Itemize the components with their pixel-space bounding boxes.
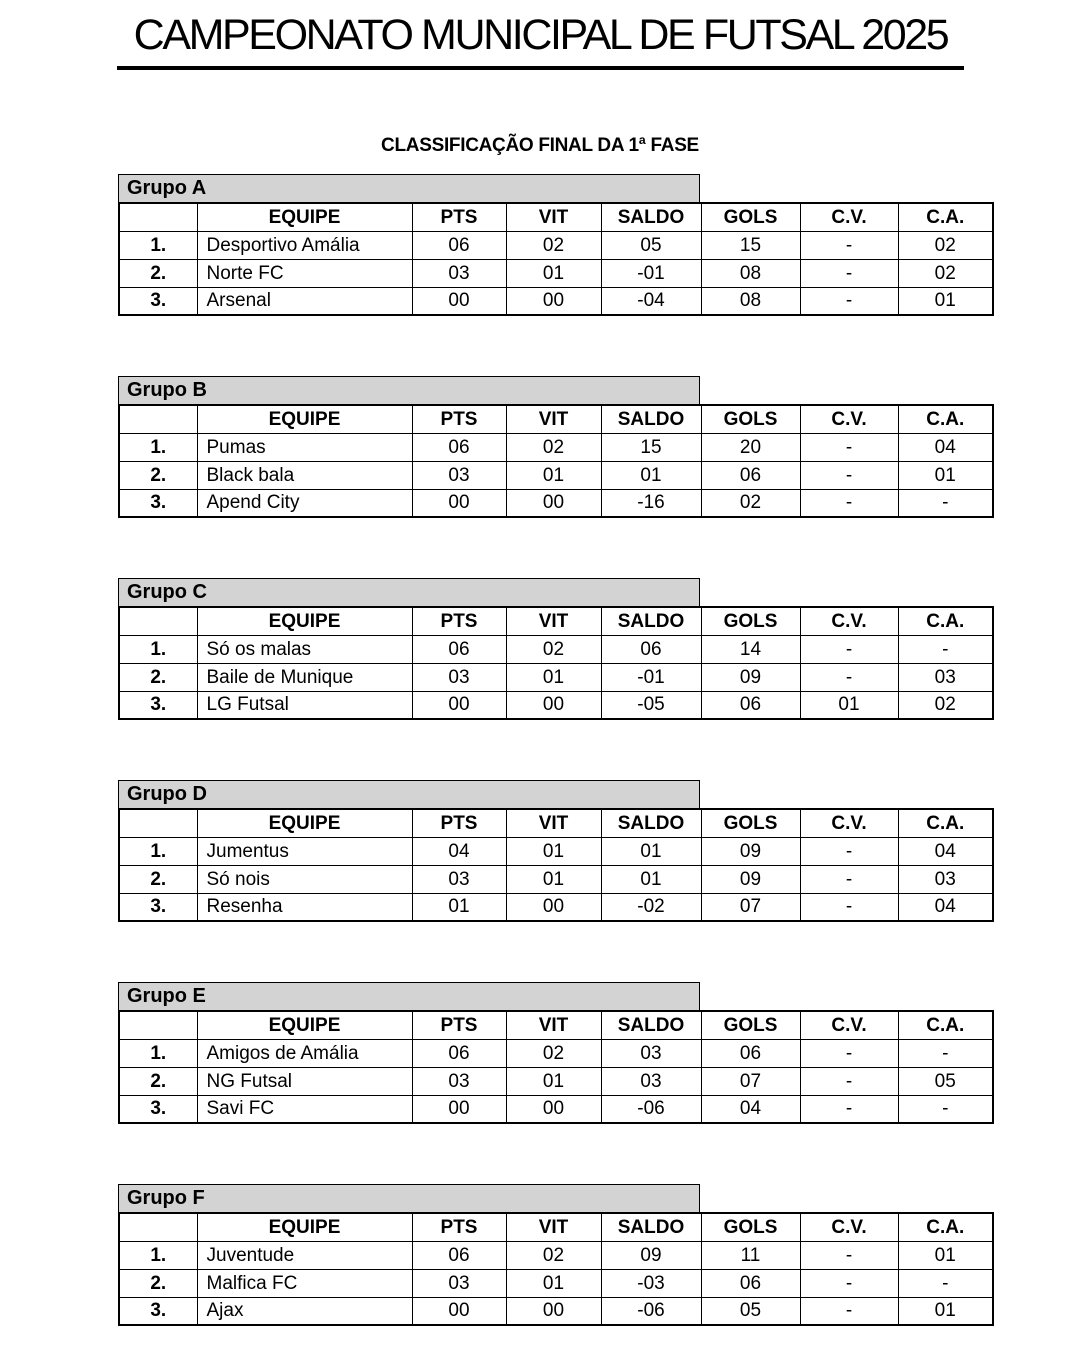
ca-cell: 04: [898, 433, 993, 461]
team-row: [119, 865, 993, 893]
group-section: [118, 376, 1080, 518]
ca-cell: 01: [898, 287, 993, 315]
saldo-cell: -06: [601, 1297, 701, 1325]
pts-cell: 06: [412, 433, 506, 461]
team-row: [119, 231, 993, 259]
standings-table: [118, 202, 994, 316]
saldo-cell: 03: [601, 1067, 701, 1095]
rank-cell: 3.: [119, 691, 197, 719]
gols-cell: 07: [701, 1067, 800, 1095]
vit-cell: 02: [506, 635, 601, 663]
column-header-pts: PTS: [412, 1011, 506, 1039]
gols-cell: 08: [701, 287, 800, 315]
group-header-bar: [118, 1184, 700, 1212]
team-cell: LG Futsal: [197, 691, 412, 719]
ca-cell: 02: [898, 691, 993, 719]
ca-cell: 04: [898, 893, 993, 921]
team-row: [119, 461, 993, 489]
team-cell: Resenha: [197, 893, 412, 921]
pts-cell: 03: [412, 461, 506, 489]
column-header-gols: GOLS: [701, 1011, 800, 1039]
column-header-ca: C.A.: [898, 1011, 993, 1039]
team-cell: Apend City: [197, 489, 412, 517]
team-row: [119, 635, 993, 663]
column-header-gols: GOLS: [701, 809, 800, 837]
vit-cell: 00: [506, 893, 601, 921]
team-row: [119, 893, 993, 921]
column-header-equipe: EQUIPE: [197, 405, 412, 433]
vit-cell: 00: [506, 1095, 601, 1123]
team-cell: Só os malas: [197, 635, 412, 663]
team-cell: Malfica FC: [197, 1269, 412, 1297]
rank-cell: 3.: [119, 1095, 197, 1123]
ca-cell: 02: [898, 259, 993, 287]
pts-cell: 01: [412, 893, 506, 921]
team-row: [119, 1067, 993, 1095]
pts-cell: 03: [412, 865, 506, 893]
column-header-saldo: SALDO: [601, 1011, 701, 1039]
column-header-saldo: SALDO: [601, 809, 701, 837]
rank-cell: 1.: [119, 1241, 197, 1269]
cv-cell: 01: [800, 691, 898, 719]
team-cell: Só nois: [197, 865, 412, 893]
pts-cell: 04: [412, 837, 506, 865]
rank-cell: 2.: [119, 259, 197, 287]
column-header-cv: C.V.: [800, 405, 898, 433]
group-section: [118, 1184, 1080, 1326]
group-name: Grupo F: [127, 1187, 205, 1209]
cv-cell: -: [800, 893, 898, 921]
column-header-saldo: SALDO: [601, 1213, 701, 1241]
ca-cell: 04: [898, 837, 993, 865]
cv-cell: -: [800, 287, 898, 315]
cv-cell: -: [800, 1067, 898, 1095]
gols-cell: 04: [701, 1095, 800, 1123]
vit-cell: 01: [506, 1269, 601, 1297]
column-header-vit: VIT: [506, 1213, 601, 1241]
column-header-vit: VIT: [506, 1011, 601, 1039]
column-header-pts: PTS: [412, 405, 506, 433]
team-row: [119, 1095, 993, 1123]
team-cell: Baile de Munique: [197, 663, 412, 691]
group-name: Grupo D: [127, 783, 207, 805]
column-header-gols: GOLS: [701, 607, 800, 635]
column-header-pts: PTS: [412, 203, 506, 231]
column-header-gols: GOLS: [701, 405, 800, 433]
ca-cell: 05: [898, 1067, 993, 1095]
rank-cell: 1.: [119, 1039, 197, 1067]
vit-cell: 01: [506, 259, 601, 287]
cv-cell: -: [800, 1039, 898, 1067]
rank-cell: 1.: [119, 837, 197, 865]
column-header-ca: C.A.: [898, 809, 993, 837]
rank-cell: 3.: [119, 287, 197, 315]
saldo-cell: -05: [601, 691, 701, 719]
team-cell: Desportivo Amália: [197, 231, 412, 259]
pts-cell: 03: [412, 1269, 506, 1297]
team-row: [119, 287, 993, 315]
saldo-cell: -03: [601, 1269, 701, 1297]
team-row: [119, 663, 993, 691]
ca-cell: -: [898, 1269, 993, 1297]
cv-cell: -: [800, 231, 898, 259]
gols-cell: 02: [701, 489, 800, 517]
vit-cell: 02: [506, 433, 601, 461]
standings-table: [118, 808, 994, 922]
group-header-bar: [118, 780, 700, 808]
vit-cell: 00: [506, 1297, 601, 1325]
saldo-cell: -06: [601, 1095, 701, 1123]
team-cell: NG Futsal: [197, 1067, 412, 1095]
saldo-cell: 03: [601, 1039, 701, 1067]
standings-table: [118, 1010, 994, 1124]
standings-table: [118, 606, 994, 720]
ca-cell: -: [898, 635, 993, 663]
vit-cell: 01: [506, 837, 601, 865]
cv-cell: -: [800, 259, 898, 287]
pts-cell: 06: [412, 231, 506, 259]
column-header-row: [119, 405, 993, 433]
rank-cell: 3.: [119, 489, 197, 517]
cv-cell: -: [800, 865, 898, 893]
rank-cell: 2.: [119, 1269, 197, 1297]
group-section: [118, 174, 1080, 316]
group-header-bar: [118, 982, 700, 1010]
pts-cell: 06: [412, 1241, 506, 1269]
cv-cell: -: [800, 635, 898, 663]
column-header-equipe: EQUIPE: [197, 1011, 412, 1039]
vit-cell: 01: [506, 461, 601, 489]
group-name: Grupo C: [127, 581, 207, 603]
column-header-rank: [119, 1213, 197, 1241]
standings-table: [118, 1212, 994, 1326]
gols-cell: 06: [701, 461, 800, 489]
team-cell: Savi FC: [197, 1095, 412, 1123]
team-row: [119, 1241, 993, 1269]
saldo-cell: -01: [601, 259, 701, 287]
group-header-bar: [118, 376, 700, 404]
column-header-vit: VIT: [506, 203, 601, 231]
group-header-bar: [118, 578, 700, 606]
rank-cell: 2.: [119, 663, 197, 691]
gols-cell: 14: [701, 635, 800, 663]
column-header-rank: [119, 203, 197, 231]
ca-cell: 03: [898, 663, 993, 691]
vit-cell: 02: [506, 1039, 601, 1067]
group-section: [118, 982, 1080, 1124]
ca-cell: 01: [898, 1297, 993, 1325]
gols-cell: 07: [701, 893, 800, 921]
rank-cell: 3.: [119, 1297, 197, 1325]
pts-cell: 00: [412, 691, 506, 719]
ca-cell: 01: [898, 1241, 993, 1269]
column-header-saldo: SALDO: [601, 405, 701, 433]
team-row: [119, 1269, 993, 1297]
team-cell: Amigos de Amália: [197, 1039, 412, 1067]
saldo-cell: -16: [601, 489, 701, 517]
team-cell: Ajax: [197, 1297, 412, 1325]
column-header-gols: GOLS: [701, 1213, 800, 1241]
gols-cell: 15: [701, 231, 800, 259]
rank-cell: 1.: [119, 231, 197, 259]
column-header-equipe: EQUIPE: [197, 1213, 412, 1241]
gols-cell: 11: [701, 1241, 800, 1269]
groups-container: [118, 174, 1080, 1326]
column-header-saldo: SALDO: [601, 607, 701, 635]
gols-cell: 20: [701, 433, 800, 461]
gols-cell: 06: [701, 691, 800, 719]
pts-cell: 00: [412, 489, 506, 517]
cv-cell: -: [800, 1269, 898, 1297]
team-cell: Norte FC: [197, 259, 412, 287]
column-header-pts: PTS: [412, 607, 506, 635]
column-header-cv: C.V.: [800, 809, 898, 837]
document-header: [117, 11, 964, 70]
saldo-cell: -02: [601, 893, 701, 921]
pts-cell: 03: [412, 259, 506, 287]
column-header-equipe: EQUIPE: [197, 809, 412, 837]
saldo-cell: 01: [601, 865, 701, 893]
pts-cell: 06: [412, 1039, 506, 1067]
gols-cell: 09: [701, 663, 800, 691]
vit-cell: 00: [506, 691, 601, 719]
column-header-rank: [119, 1011, 197, 1039]
group-section: [118, 578, 1080, 720]
column-header-cv: C.V.: [800, 203, 898, 231]
rank-cell: 2.: [119, 1067, 197, 1095]
column-header-rank: [119, 809, 197, 837]
column-header-ca: C.A.: [898, 203, 993, 231]
vit-cell: 01: [506, 663, 601, 691]
column-header-saldo: SALDO: [601, 203, 701, 231]
cv-cell: -: [800, 1297, 898, 1325]
column-header-vit: VIT: [506, 607, 601, 635]
column-header-cv: C.V.: [800, 1213, 898, 1241]
gols-cell: 05: [701, 1297, 800, 1325]
team-cell: Juventude: [197, 1241, 412, 1269]
team-row: [119, 433, 993, 461]
column-header-row: [119, 809, 993, 837]
saldo-cell: -04: [601, 287, 701, 315]
team-row: [119, 259, 993, 287]
gols-cell: 06: [701, 1039, 800, 1067]
column-header-ca: C.A.: [898, 607, 993, 635]
rank-cell: 3.: [119, 893, 197, 921]
column-header-row: [119, 1213, 993, 1241]
saldo-cell: 05: [601, 231, 701, 259]
pts-cell: 00: [412, 1297, 506, 1325]
column-header-gols: GOLS: [701, 203, 800, 231]
group-name: Grupo A: [127, 177, 207, 199]
saldo-cell: 01: [601, 461, 701, 489]
group-section: [118, 780, 1080, 922]
group-name: Grupo E: [127, 985, 206, 1007]
gols-cell: 09: [701, 865, 800, 893]
standings-table: [118, 404, 994, 518]
ca-cell: 02: [898, 231, 993, 259]
cv-cell: -: [800, 433, 898, 461]
column-header-row: [119, 607, 993, 635]
column-header-rank: [119, 405, 197, 433]
ca-cell: -: [898, 1039, 993, 1067]
group-header-bar: [118, 174, 700, 202]
saldo-cell: 06: [601, 635, 701, 663]
team-row: [119, 1039, 993, 1067]
cv-cell: -: [800, 1095, 898, 1123]
cv-cell: -: [800, 1241, 898, 1269]
cv-cell: -: [800, 837, 898, 865]
team-row: [119, 691, 993, 719]
vit-cell: 02: [506, 1241, 601, 1269]
column-header-equipe: EQUIPE: [197, 607, 412, 635]
column-header-cv: C.V.: [800, 607, 898, 635]
vit-cell: 00: [506, 287, 601, 315]
gols-cell: 08: [701, 259, 800, 287]
team-row: [119, 489, 993, 517]
column-header-row: [119, 1011, 993, 1039]
gols-cell: 09: [701, 837, 800, 865]
cv-cell: -: [800, 663, 898, 691]
column-header-vit: VIT: [506, 405, 601, 433]
column-header-pts: PTS: [412, 1213, 506, 1241]
saldo-cell: 01: [601, 837, 701, 865]
team-cell: Black bala: [197, 461, 412, 489]
rank-cell: 2.: [119, 461, 197, 489]
column-header-ca: C.A.: [898, 405, 993, 433]
ca-cell: -: [898, 1095, 993, 1123]
column-header-equipe: EQUIPE: [197, 203, 412, 231]
column-header-vit: VIT: [506, 809, 601, 837]
rank-cell: 1.: [119, 635, 197, 663]
pts-cell: 03: [412, 1067, 506, 1095]
gols-cell: 06: [701, 1269, 800, 1297]
team-row: [119, 1297, 993, 1325]
column-header-row: [119, 203, 993, 231]
team-row: [119, 837, 993, 865]
section-subtitle: CLASSIFICAÇÃO FINAL DA 1ª FASE: [381, 135, 699, 156]
pts-cell: 00: [412, 287, 506, 315]
cv-cell: -: [800, 489, 898, 517]
group-name: Grupo B: [127, 379, 207, 401]
page-title: CAMPEONATO MUNICIPAL DE FUTSAL 2025: [133, 11, 948, 59]
saldo-cell: 09: [601, 1241, 701, 1269]
vit-cell: 01: [506, 865, 601, 893]
pts-cell: 06: [412, 635, 506, 663]
pts-cell: 03: [412, 663, 506, 691]
column-header-rank: [119, 607, 197, 635]
team-cell: Jumentus: [197, 837, 412, 865]
cv-cell: -: [800, 461, 898, 489]
column-header-ca: C.A.: [898, 1213, 993, 1241]
column-header-pts: PTS: [412, 809, 506, 837]
column-header-cv: C.V.: [800, 1011, 898, 1039]
vit-cell: 00: [506, 489, 601, 517]
team-cell: Pumas: [197, 433, 412, 461]
ca-cell: 03: [898, 865, 993, 893]
saldo-cell: 15: [601, 433, 701, 461]
rank-cell: 1.: [119, 433, 197, 461]
vit-cell: 02: [506, 231, 601, 259]
ca-cell: -: [898, 489, 993, 517]
rank-cell: 2.: [119, 865, 197, 893]
team-cell: Arsenal: [197, 287, 412, 315]
ca-cell: 01: [898, 461, 993, 489]
vit-cell: 01: [506, 1067, 601, 1095]
saldo-cell: -01: [601, 663, 701, 691]
pts-cell: 00: [412, 1095, 506, 1123]
